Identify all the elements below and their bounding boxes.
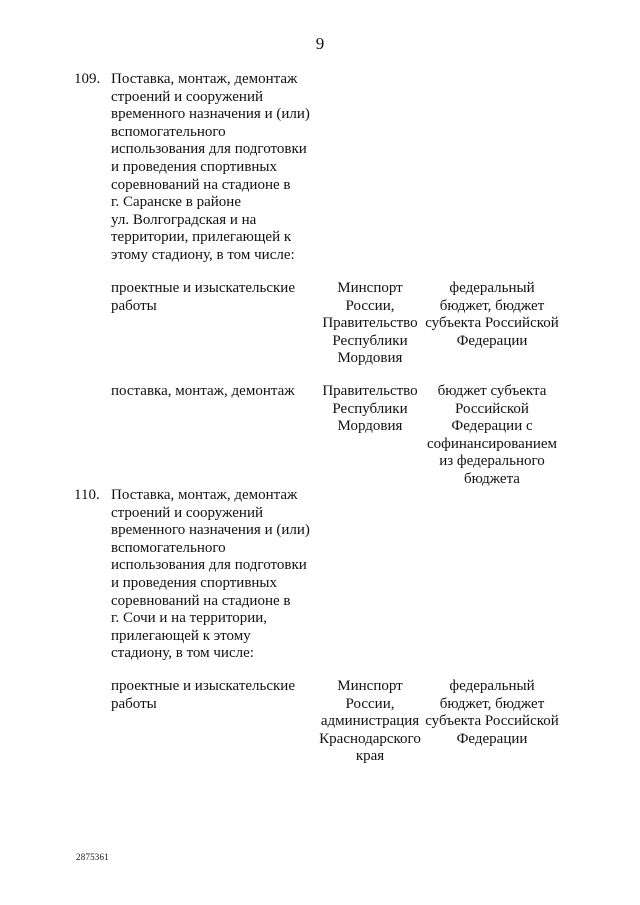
subitem-description: проектные и изыскательские работы [111, 678, 295, 712]
item-number: 110. [74, 487, 100, 503]
item-number: 109. [74, 71, 101, 87]
funding-source: бюджет субъекта Российской Федерации с софинансированием из федерального бюджета [426, 383, 558, 487]
responsible-executor: Минспорт России, Правительство Республики Мордовия [322, 280, 418, 367]
responsible-executor: Правительство Республики Мордовия [322, 383, 418, 435]
item-description: Поставка, монтаж, демонтаж строений и сооружений временного назначения и (или) вспомогательного использования для подготовки и проведения спортивных соревнований на стадионе в г. Сочи и на территории, прилегающей к этому стадиону, в том числе: [111, 487, 310, 662]
subitem-description: проектные и изыскательские работы [111, 280, 295, 314]
responsible-executor: Минспорт России, администрация Краснодарского края [319, 678, 421, 765]
item-description: Поставка, монтаж, демонтаж строений и сооружений временного назначения и (или) вспомогательного использования для подготовки и проведения спортивных соревнований на стадионе в г. Саранске в районе ул. Волгоградская и на территории, прилегающей к этому стадиону, в том числе: [111, 71, 310, 263]
funding-source: федеральный бюджет, бюджет субъекта Российской Федерации [425, 678, 559, 747]
page-number: 9 [315, 34, 325, 53]
funding-source: федеральный бюджет, бюджет субъекта Российской Федерации [425, 280, 559, 349]
document-code: 2875361 [76, 852, 109, 862]
subitem-description: поставка, монтаж, демонтаж [111, 383, 295, 399]
